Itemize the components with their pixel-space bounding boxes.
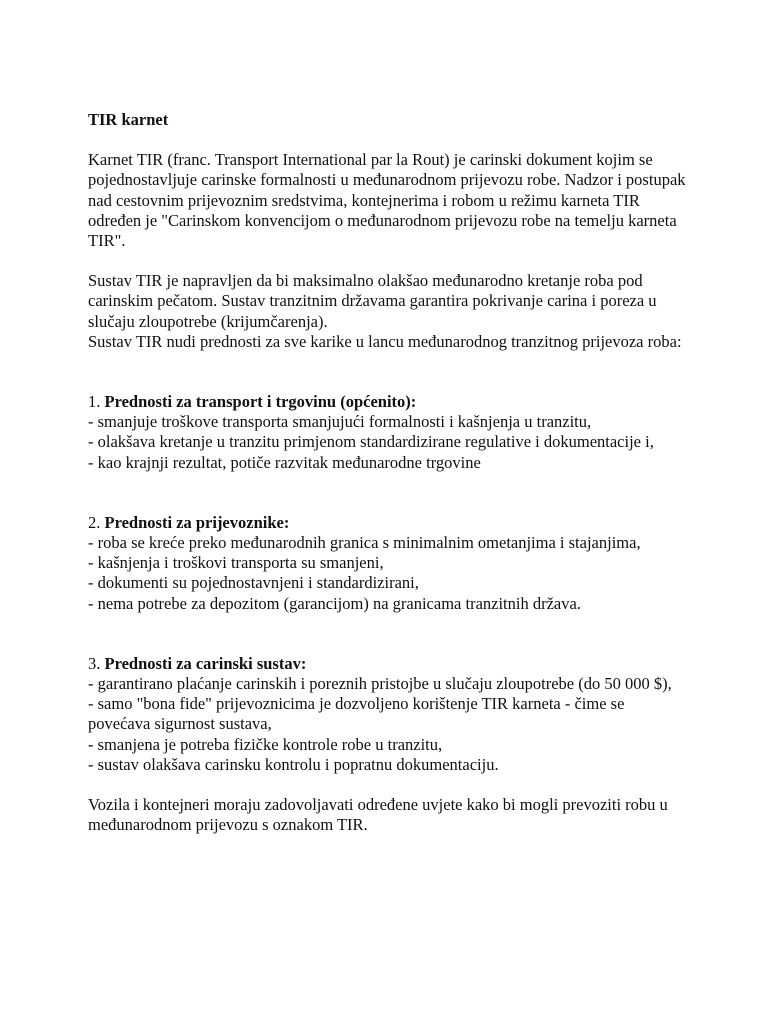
list-item: - samo "bona fide" prijevoznicima je dozvoljeno korištenje TIR karneta - čime se povećava sigurnost sustava, [88, 694, 625, 734]
paragraph-system: Sustav TIR je napravljen da bi maksimalno olakšao međunarodno kretanje roba pod carinskim pečatom. Sustav tranzitnim državama garantira pokrivanje carina i poreza u slučaju zloupotrebe (krijumčarenja). [88, 271, 657, 331]
list-item: - smanjuje troškove transporta smanjujući formalnosti i kašnjenja u tranzitu, [88, 412, 592, 432]
section-heading [88, 654, 688, 674]
section-customs [88, 654, 688, 775]
section-carriers [88, 513, 688, 614]
list-item: - olakšava kretanje u tranzitu primjenom standardizirane regulative i dokumentacije i, [88, 432, 654, 452]
list-item: - kao krajnji rezultat, potiče razvitak međunarodne trgovine [88, 452, 481, 472]
list-item: - dokumenti su pojednostavnjeni i standardizirani, [88, 573, 419, 593]
list-item: - garantirano plaćanje carinskih i poreznih pristojbe u slučaju zloupotrebe (do 50 000 $), [88, 674, 672, 694]
list-item: - sustav olakšava carinsku kontrolu i popratnu dokumentaciju. [88, 754, 499, 774]
section-number: 3. [88, 653, 101, 673]
section-transport-trade [88, 392, 688, 473]
paragraph-benefits-intro: Sustav TIR nudi prednosti za sve karike u lancu međunarodnog tranzitnog prijevoza roba: [88, 331, 682, 351]
section-heading [88, 513, 688, 533]
list-item: - kašnjenja i troškovi transporta su smanjeni, [88, 553, 384, 573]
section-heading [88, 392, 688, 412]
section-number: 2. [88, 512, 101, 532]
section-heading-text: Prednosti za prijevoznike: [104, 512, 290, 532]
section-number: 1. [88, 392, 101, 412]
document-page [88, 110, 688, 835]
closing-paragraph: Vozila i kontejneri moraju zadovoljavati određene uvjete kako bi mogli prevoziti robu u međunarodnom prijevozu s oznakom TIR. [88, 795, 668, 835]
list-item: - smanjena je potreba fizičke kontrole robe u tranzitu, [88, 734, 443, 754]
section-heading-text: Prednosti za transport i trgovinu (općenito): [104, 392, 417, 412]
list-item: - roba se kreće preko međunarodnih granica s minimalnim ometanjima i stajanjima, [88, 533, 641, 553]
paragraph-intro: Karnet TIR (franc. Transport International par la Rout) je carinski dokument kojim se pojednostavljuje carinske formalnosti u međunarodnom prijevozu robe. Nadzor i postupak nad cestovnim prijevoznim sredstvima, kontejnerima i robom u režimu karneta TIR određen je "Carinskom konvencijom o međunarodnom prijevozu robe na temelju karneta TIR". [88, 150, 686, 251]
list-item: - nema potrebe za depozitom (garancijom) na granicama tranzitnih država. [88, 593, 581, 613]
section-heading-text: Prednosti za carinski sustav: [104, 653, 307, 673]
document-title: TIR karnet [88, 110, 169, 129]
